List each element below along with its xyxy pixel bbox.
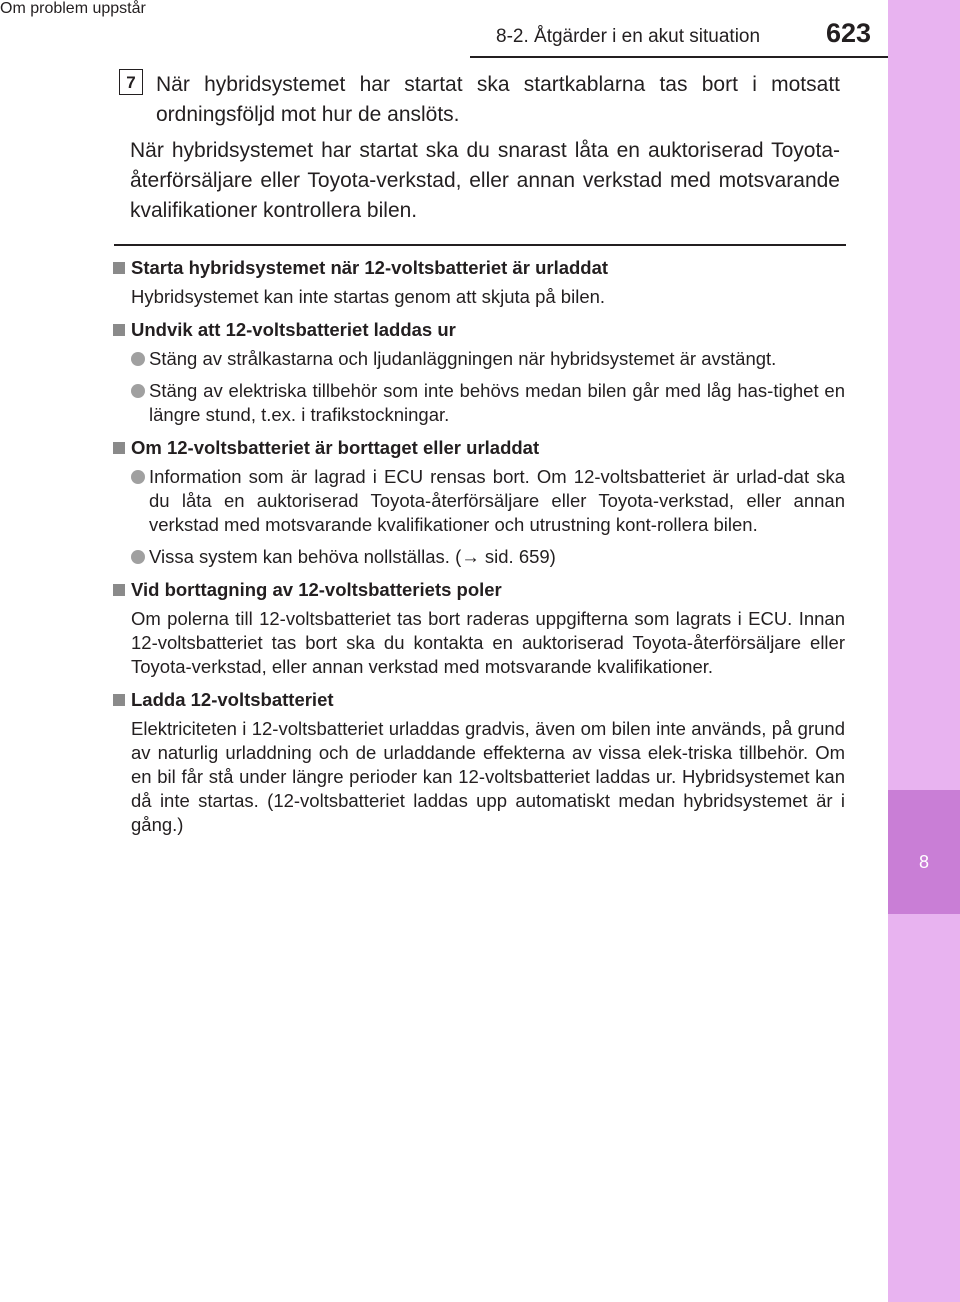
note-heading xyxy=(113,577,845,603)
note-body: Elektriciteten i 12-voltsbatteriet urladdas gradvis, även om bilen inte används, på grund av naturlig urladdning och de urladdande effekterna av vissa elek-triska tillbehör. Om en bil får stå under längre perioder kan 12-voltsbatteriet laddas ur. Hybridsystemet kan då inte startas. (12-voltsbatteriet laddas upp automatiskt medan hybridsystemet är i gång.) xyxy=(131,718,845,835)
note-heading xyxy=(113,317,845,343)
list-item-text: Stäng av strålkastarna och ljudanläggningen när hybridsystemet är avstängt. xyxy=(149,348,777,369)
step-text: När hybridsystemet har startat ska startkablarna tas bort i motsatt ordningsföljd mot hur de anslöts. xyxy=(156,73,840,126)
note-heading-text: Starta hybridsystemet när 12-voltsbatteriet är urladdat xyxy=(131,257,609,278)
step-number-badge: 7 xyxy=(119,69,143,95)
page-number: 623 xyxy=(826,18,872,48)
list-item xyxy=(131,379,845,427)
square-bullet-icon xyxy=(113,442,125,454)
note-heading-text: Vid borttagning av 12-voltsbatteriets poler xyxy=(131,579,502,600)
chapter-title: Om problem uppstår xyxy=(0,0,146,17)
circle-bullet-icon xyxy=(131,384,145,398)
note-heading-text: Om 12-voltsbatteriet är borttaget eller urladdat xyxy=(131,437,540,458)
header-rule xyxy=(470,56,888,58)
square-bullet-icon xyxy=(113,694,125,706)
circle-bullet-icon xyxy=(131,352,145,366)
note-heading xyxy=(113,687,845,713)
note-body: Hybridsystemet kan inte startas genom att skjuta på bilen. xyxy=(131,286,606,307)
circle-bullet-icon xyxy=(131,470,145,484)
list-item xyxy=(131,347,845,371)
circle-bullet-icon xyxy=(131,550,145,564)
section-divider xyxy=(114,244,846,246)
list-item xyxy=(131,465,845,537)
list-item-text: Vissa system kan behöva nollställas. (→ sid. 659) xyxy=(149,546,556,567)
note-heading xyxy=(113,255,845,281)
list-item-text: Information som är lagrad i ECU rensas bort. Om 12-voltsbatteriet är urlad-dat ska du låta en auktoriserad Toyota-återförsäljare eller Toyota-verkstad, eller annan verkstad med motsvarande kvalifikationer och utrustning kont-rollera bilen. xyxy=(149,466,845,535)
chapter-number: 8 xyxy=(918,852,929,872)
note-heading-text: Ladda 12-voltsbatteriet xyxy=(131,689,334,710)
note-heading-text: Undvik att 12-voltsbatteriet laddas ur xyxy=(131,319,456,340)
step-followup-text: När hybridsystemet har startat ska du snarast låta en auktoriserad Toyota-återförsäljare eller Toyota-verkstad, eller annan verkstad med motsvarande kvalifikationer kontrollera bilen. xyxy=(130,139,840,222)
list-item-text: Stäng av elektriska tillbehör som inte behövs medan bilen går med låg has-tighet en längre stund, t.ex. i trafikstockningar. xyxy=(149,380,845,425)
header-section-title: 8-2. Åtgärder i en akut situation xyxy=(496,26,761,47)
list-item xyxy=(131,545,845,569)
square-bullet-icon xyxy=(113,262,125,274)
notes-section xyxy=(113,255,845,845)
note-body: Om polerna till 12-voltsbatteriet tas bort raderas uppgifterna som lagrats i ECU. Innan 12-voltsbatteriet tas bort ska du kontakta en auktoriserad Toyota-återförsäljare eller Toyota-verkstad, eller annan verkstad med motsvarande kvalifikationer. xyxy=(131,608,845,677)
chapter-side-tab xyxy=(888,0,960,1302)
square-bullet-icon xyxy=(113,584,125,596)
note-heading xyxy=(113,435,845,461)
square-bullet-icon xyxy=(113,324,125,336)
